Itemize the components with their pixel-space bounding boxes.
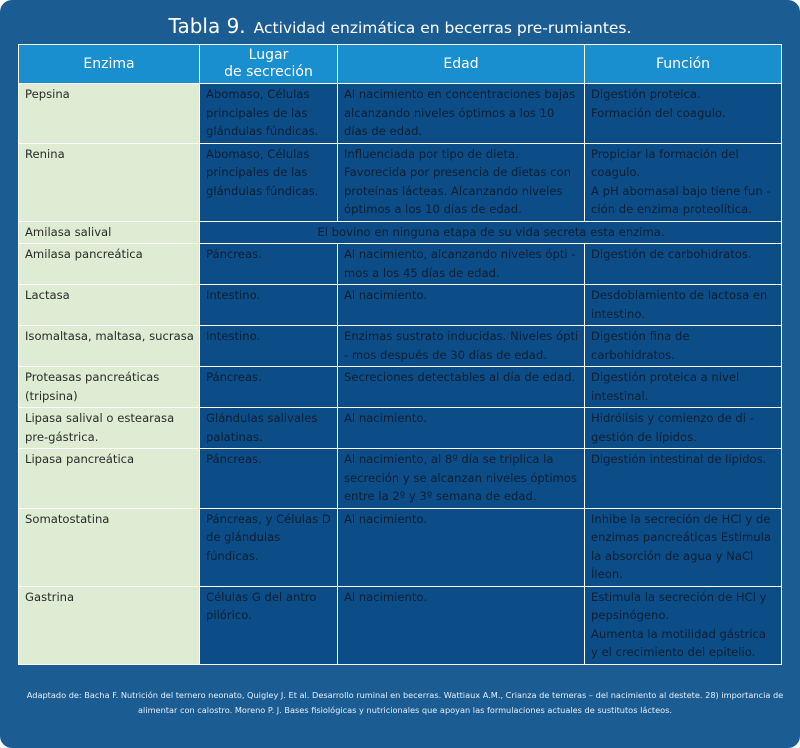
cell-enzima: Pepsina xyxy=(19,84,200,144)
table-title xyxy=(0,14,800,38)
cell-edad: Secreciones detectables al día de edad. xyxy=(338,367,585,408)
cell-enzima: Gastrina xyxy=(19,586,200,664)
table-row xyxy=(19,449,782,509)
table-row xyxy=(19,84,782,144)
table-caption: Actividad enzimática en becerras pre-rumiantes. xyxy=(253,19,632,37)
cell-funcion: Hidrólisis y comienzo de di - gestión de lípidos. xyxy=(585,408,782,449)
table-row xyxy=(19,221,782,244)
enzyme-table xyxy=(18,44,782,665)
cell-lugar: Glándulas salivales palatinas. xyxy=(200,408,338,449)
source-footnote xyxy=(20,688,790,717)
cell-enzima: Amilasa salival xyxy=(19,221,200,244)
cell-enzima: Lipasa pancreática xyxy=(19,449,200,509)
header-funcion: Función xyxy=(585,45,782,84)
table-row xyxy=(19,285,782,326)
table-row xyxy=(19,326,782,367)
cell-enzima: Proteasas pancreáticas (tripsina) xyxy=(19,367,200,408)
cell-funcion: Digestión intestinal de lípidos. xyxy=(585,449,782,509)
cell-funcion: Digestión fina de carbohidratos. xyxy=(585,326,782,367)
cell-funcion: Digestión proteica. Formación del coagulo. xyxy=(585,84,782,144)
cell-funcion: Inhibe la secreción de HCl y de enzimas pancreáticas Estimula la absorción de agua y NaCl Íleon. xyxy=(585,508,782,586)
cell-lugar: Intestino. xyxy=(200,326,338,367)
cell-lugar: Abomaso, Células principales de las glándulas fúndicas. xyxy=(200,84,338,144)
source-footnote-text: Adaptado de: Bacha F. Nutrición del ternero neonato, Quigley J. Et al. Desarrollo ruminal en becerras. Wattiaux A.M., Crianza de terneras – del nacimiento al destete. 28) importancia de alimentar con calostro. Moreno P. J. Bases fisiológicas y nutricionales que apoyan las formulaciones actuales de sustitutos lácteos. xyxy=(26,690,784,715)
table-row xyxy=(19,143,782,221)
cell-edad: Enzimas sustrato inducidas. Niveles ópti - mos después de 30 días de edad. xyxy=(338,326,585,367)
header-enzima: Enzima xyxy=(19,45,200,84)
cell-lugar: Células G del antro pilórico. xyxy=(200,586,338,664)
cell-enzima: Lipasa salival o estearasa pre-gástrica. xyxy=(19,408,200,449)
cell-funcion: Propiciar la formación del coagulo. A pH abomasal bajo tiene fun - ción de enzima proteolítica. xyxy=(585,143,782,221)
table-row xyxy=(19,408,782,449)
cell-edad: Al nacimiento. xyxy=(338,508,585,586)
cell-funcion: Digestión proteica a nivel intestinal. xyxy=(585,367,782,408)
table-body xyxy=(19,84,782,665)
cell-lugar: Páncreas, y Células D de glándulas fúndicas. xyxy=(200,508,338,586)
cell-lugar: Páncreas. xyxy=(200,367,338,408)
header-edad: Edad xyxy=(338,45,585,84)
cell-lugar: Abomaso, Células principales de las glándulas fúndicas. xyxy=(200,143,338,221)
cell-edad: Al nacimiento. xyxy=(338,586,585,664)
cell-enzima: Lactasa xyxy=(19,285,200,326)
cell-funcion: Estimula la secreción de HCl y pepsinógeno. Aumenta la motilidad gástrica y el crecimiento del epitelio. xyxy=(585,586,782,664)
cell-edad: Al nacimiento en concentraciones bajas alcanzando niveles óptimos a los 10 días de edad. xyxy=(338,84,585,144)
table-row xyxy=(19,367,782,408)
cell-lugar: Intestino. xyxy=(200,285,338,326)
table-row xyxy=(19,586,782,664)
cell-span-note: El bovino en ninguna etapa de su vida secreta esta enzima. xyxy=(200,221,782,244)
cell-edad: Al nacimiento. xyxy=(338,285,585,326)
cell-funcion: Digestión de carbohidratos. xyxy=(585,244,782,285)
table-row xyxy=(19,244,782,285)
cell-enzima: Isomaltasa, maltasa, sucrasa xyxy=(19,326,200,367)
cell-edad: Al nacimiento, al 8º día se triplica la secreción y se alcanzan niveles óptimos entre la 2º y 3º semana de edad. xyxy=(338,449,585,509)
cell-lugar: Páncreas. xyxy=(200,449,338,509)
cell-lugar: Páncreas. xyxy=(200,244,338,285)
cell-enzima: Renina xyxy=(19,143,200,221)
cell-enzima: Amilasa pancreática xyxy=(19,244,200,285)
cell-edad: Influenciada por tipo de dieta. Favorecida por presencia de dietas con proteínas lácteas. Alcanzando niveles óptimos a los 10 días de edad. xyxy=(338,143,585,221)
cell-enzima: Somatostatina xyxy=(19,508,200,586)
header-lugar-text: Lugar de secreción xyxy=(224,47,313,80)
table-row xyxy=(19,508,782,586)
table-number: Tabla 9. xyxy=(168,14,246,38)
header-lugar xyxy=(200,45,338,84)
cell-edad: Al nacimiento, alcanzando niveles ópti - mos a los 45 días de edad. xyxy=(338,244,585,285)
cell-funcion: Desdoblamiento de lactosa en intestino. xyxy=(585,285,782,326)
header-row xyxy=(19,45,782,84)
cell-edad: Al nacimiento. xyxy=(338,408,585,449)
